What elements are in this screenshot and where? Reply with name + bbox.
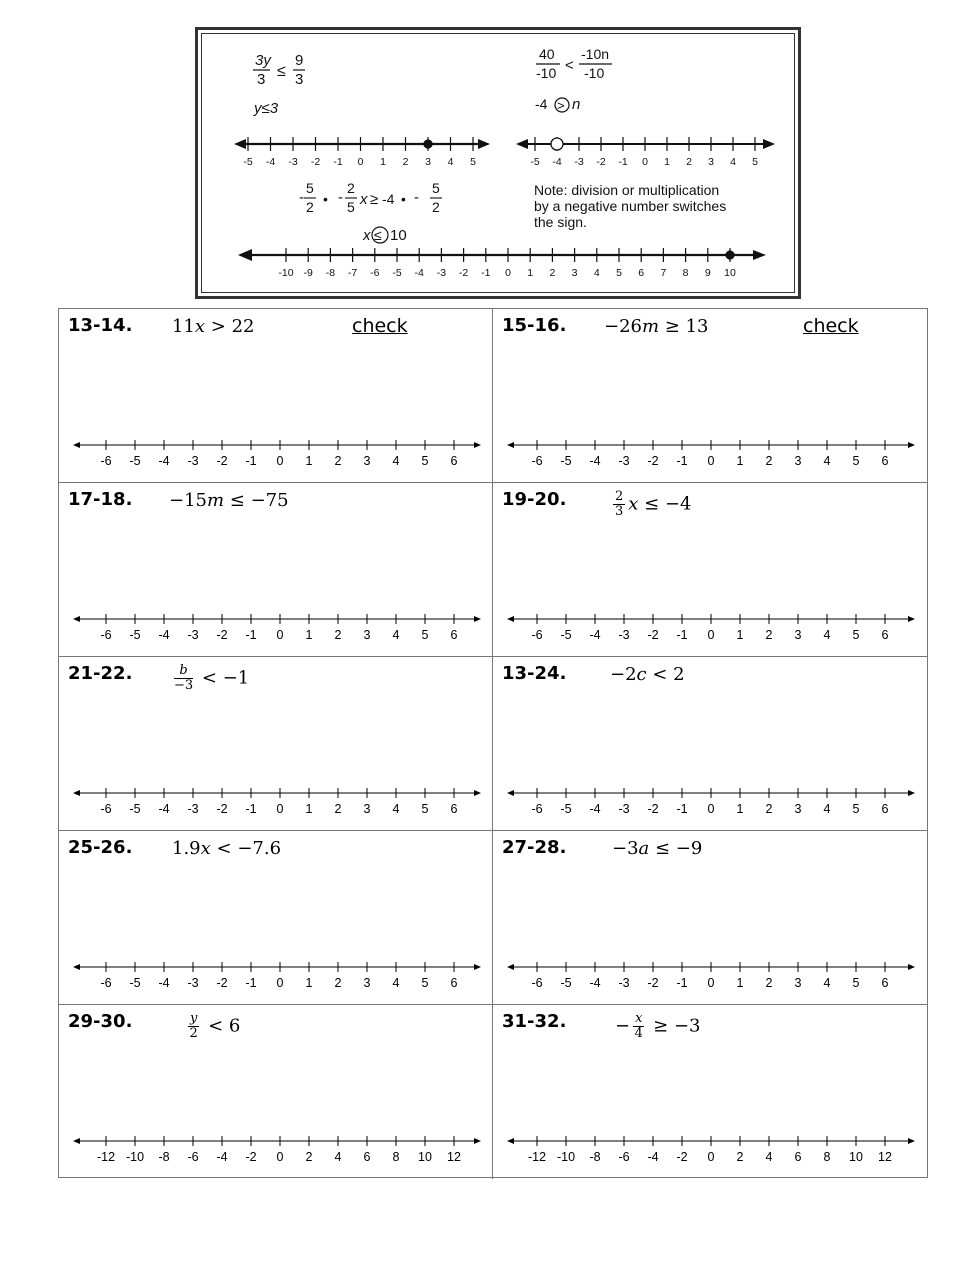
tick-label: -3 bbox=[574, 156, 584, 168]
tick-label: -2 bbox=[310, 156, 321, 168]
ex-left-rhs-den: 3 bbox=[295, 71, 304, 88]
tick-label: -10 bbox=[125, 1150, 145, 1164]
tick-label: -5 bbox=[243, 156, 253, 168]
arrow-right-icon bbox=[474, 1138, 481, 1144]
ex-mid-b-num: 2 bbox=[347, 180, 355, 196]
arrow-left-icon bbox=[507, 616, 514, 622]
ex-mid-a-num: 5 bbox=[306, 180, 314, 196]
problem-cell[interactable] bbox=[493, 483, 927, 657]
tick-label: 3 bbox=[708, 156, 714, 168]
tick-label: -4 bbox=[647, 1150, 659, 1164]
tick-label: -5 bbox=[392, 267, 402, 279]
tick-label: 5 bbox=[421, 454, 429, 468]
tick-label: 2 bbox=[686, 156, 692, 168]
tick-label: 6 bbox=[881, 976, 889, 990]
tick-label: -6 bbox=[531, 802, 543, 816]
ex-mid-b-den: 5 bbox=[347, 199, 355, 215]
solution-point bbox=[424, 140, 432, 148]
tick-label: -6 bbox=[187, 1150, 199, 1164]
tick-label: -1 bbox=[245, 976, 257, 990]
tick-label: -5 bbox=[530, 156, 540, 168]
tick-label: 0 bbox=[276, 628, 284, 642]
problem-number: 29-30. bbox=[68, 1011, 133, 1032]
arrow-left-icon bbox=[234, 139, 246, 149]
tick-label: -4 bbox=[589, 454, 601, 468]
arrow-right-icon bbox=[753, 250, 766, 260]
tick-label: -2 bbox=[647, 976, 659, 990]
ex-left-result: y≤3 bbox=[254, 100, 279, 117]
tick-label: -6 bbox=[100, 628, 112, 642]
tick-label: 5 bbox=[421, 628, 429, 642]
ex-mid-minus-2: - bbox=[338, 189, 343, 206]
ex-mid-sign: ≥ bbox=[370, 191, 379, 208]
tick-label: -1 bbox=[676, 454, 688, 468]
fraction: $\frac{y}{2}$ bbox=[189, 1011, 198, 1041]
tick-label: -5 bbox=[129, 802, 141, 816]
tick-label: 0 bbox=[707, 802, 715, 816]
problem-number: 15-16. bbox=[502, 315, 567, 336]
tick-label: 4 bbox=[823, 628, 831, 642]
arrow-left-icon bbox=[507, 964, 514, 970]
ex-mid-d-den: 2 bbox=[432, 199, 440, 215]
tick-label: 3 bbox=[794, 976, 802, 990]
tick-label: 4 bbox=[823, 976, 831, 990]
tick-label: -2 bbox=[676, 1150, 688, 1164]
tick-label: -3 bbox=[618, 802, 630, 816]
tick-label: 2 bbox=[334, 454, 342, 468]
ex-left-number-line bbox=[234, 137, 490, 168]
arrow-left-icon bbox=[73, 1138, 80, 1144]
tick-label: 2 bbox=[765, 628, 773, 642]
tick-label: 6 bbox=[881, 802, 889, 816]
ex-right-number-line bbox=[516, 137, 775, 168]
arrow-right-icon bbox=[474, 790, 481, 796]
tick-label: 5 bbox=[421, 976, 429, 990]
example-figure bbox=[198, 30, 804, 302]
tick-label: -1 bbox=[245, 802, 257, 816]
tick-label: 5 bbox=[852, 454, 860, 468]
number-line[interactable] bbox=[503, 435, 917, 475]
tick-label: -2 bbox=[216, 454, 228, 468]
fraction: $\frac{b}{-3}$ bbox=[174, 663, 194, 693]
tick-label: 5 bbox=[852, 802, 860, 816]
tick-label: 1 bbox=[736, 454, 744, 468]
tick-label: 2 bbox=[305, 1150, 313, 1164]
tick-label: -4 bbox=[158, 628, 170, 642]
tick-label: 6 bbox=[363, 1150, 371, 1164]
ex-right-result-right: n bbox=[572, 96, 581, 113]
ex-mid-d-num: 5 bbox=[432, 180, 440, 196]
arrow-right-icon bbox=[908, 616, 915, 622]
tick-label: 3 bbox=[363, 454, 371, 468]
tick-label: 1 bbox=[305, 976, 313, 990]
arrow-right-icon bbox=[908, 442, 915, 448]
tick-label: -4 bbox=[552, 156, 562, 168]
tick-label: -5 bbox=[560, 976, 572, 990]
ex-left-sign: ≤ bbox=[277, 63, 286, 80]
tick-label: -1 bbox=[333, 156, 343, 168]
ex-mid-var: x bbox=[360, 191, 368, 208]
tick-label: 5 bbox=[470, 156, 476, 168]
arrow-left-icon bbox=[507, 1138, 514, 1144]
tick-label: 0 bbox=[276, 976, 284, 990]
problem-inequality: 1.9x < −7.6 bbox=[172, 838, 282, 859]
number-line[interactable] bbox=[69, 1131, 483, 1171]
tick-label: 3 bbox=[571, 267, 578, 279]
arrow-right-icon bbox=[478, 139, 490, 149]
arrow-right-icon bbox=[908, 964, 915, 970]
ex-left-lhs-num: 3y bbox=[255, 52, 271, 69]
tick-label: -1 bbox=[245, 454, 257, 468]
tick-label: 6 bbox=[881, 454, 889, 468]
tick-label: -8 bbox=[589, 1150, 601, 1164]
tick-label: 6 bbox=[450, 802, 458, 816]
tick-label: 1 bbox=[736, 628, 744, 642]
tick-label: 4 bbox=[334, 1150, 342, 1164]
tick-label: 2 bbox=[736, 1150, 744, 1164]
tick-label: -6 bbox=[370, 267, 380, 279]
tick-label: -3 bbox=[618, 628, 630, 642]
problem-grid bbox=[58, 308, 928, 1178]
example-box bbox=[195, 27, 801, 299]
tick-label: -6 bbox=[531, 628, 543, 642]
tick-label: -10 bbox=[556, 1150, 576, 1164]
ex-left-lhs-den: 3 bbox=[257, 71, 266, 88]
tick-label: 4 bbox=[823, 454, 831, 468]
example-note bbox=[534, 182, 726, 230]
example-right-inequality bbox=[535, 46, 612, 113]
solution-point bbox=[551, 138, 563, 150]
tick-label: -5 bbox=[129, 976, 141, 990]
tick-label: 5 bbox=[852, 976, 860, 990]
tick-label: -3 bbox=[618, 976, 630, 990]
problem-cell[interactable] bbox=[493, 309, 927, 483]
tick-label: 0 bbox=[276, 1150, 284, 1164]
tick-label: -1 bbox=[245, 628, 257, 642]
tick-label: -1 bbox=[481, 267, 491, 279]
tick-label: 4 bbox=[593, 267, 600, 279]
tick-label: 4 bbox=[823, 802, 831, 816]
tick-label: 3 bbox=[363, 802, 371, 816]
tick-label: -4 bbox=[216, 1150, 228, 1164]
note-line-3: the sign. bbox=[534, 214, 587, 230]
problem-inequality: $\frac{2}{3}$ x ≤ −4 bbox=[615, 489, 692, 519]
ex-right-rhs-den: -10 bbox=[584, 65, 605, 81]
tick-label: -10 bbox=[278, 267, 294, 279]
tick-label: 2 bbox=[549, 267, 556, 279]
tick-label: 0 bbox=[707, 628, 715, 642]
note-line-2: by a negative number switches bbox=[534, 198, 727, 214]
tick-label: 9 bbox=[704, 267, 711, 279]
problem-inequality: −2c < 2 bbox=[610, 664, 685, 685]
tick-label: 5 bbox=[752, 156, 758, 168]
tick-label: 1 bbox=[305, 802, 313, 816]
tick-label: -4 bbox=[158, 976, 170, 990]
ex-right-result-left: -4 bbox=[535, 96, 548, 112]
problem-number: 31-32. bbox=[502, 1011, 567, 1032]
arrow-left-icon bbox=[73, 964, 80, 970]
tick-label: 4 bbox=[392, 454, 400, 468]
ex-mid-dot-2: • bbox=[401, 191, 406, 207]
number-line[interactable] bbox=[69, 609, 483, 649]
tick-label: -2 bbox=[647, 628, 659, 642]
ex-mid-result-right: 10 bbox=[390, 227, 407, 244]
tick-label: -4 bbox=[589, 802, 601, 816]
tick-label: 0 bbox=[707, 454, 715, 468]
prefix-sign: − bbox=[615, 1015, 631, 1037]
tick-label: 2 bbox=[334, 976, 342, 990]
ex-mid-result-left: x bbox=[363, 227, 371, 244]
fraction: $\frac{x}{4}$ bbox=[634, 1011, 643, 1041]
tick-label: 1 bbox=[736, 976, 744, 990]
ex-mid-result-sign: ≤ bbox=[374, 227, 382, 243]
problem-inequality: 11x > 22 bbox=[172, 316, 255, 337]
tick-label: 10 bbox=[418, 1150, 432, 1164]
tick-label: 3 bbox=[425, 156, 431, 168]
tick-label: -4 bbox=[158, 802, 170, 816]
tick-label: -6 bbox=[531, 976, 543, 990]
tick-label: 2 bbox=[402, 156, 409, 168]
arrow-right-icon bbox=[908, 790, 915, 796]
tick-label: -5 bbox=[560, 802, 572, 816]
tick-label: 0 bbox=[357, 156, 364, 168]
number-line[interactable] bbox=[69, 957, 483, 997]
tick-label: 0 bbox=[707, 1150, 715, 1164]
tick-label: -5 bbox=[560, 628, 572, 642]
tick-label: 2 bbox=[765, 976, 773, 990]
tick-label: 1 bbox=[664, 156, 670, 168]
tick-label: 0 bbox=[707, 976, 715, 990]
solution-point bbox=[726, 251, 734, 259]
problem-cell[interactable] bbox=[493, 1005, 927, 1179]
tick-label: 1 bbox=[305, 454, 313, 468]
arrow-left-icon bbox=[73, 790, 80, 796]
tick-label: -3 bbox=[436, 267, 447, 279]
ex-mid-a-den: 2 bbox=[306, 199, 314, 215]
tick-label: 6 bbox=[450, 976, 458, 990]
arrow-right-icon bbox=[474, 964, 481, 970]
tick-label: -5 bbox=[560, 454, 572, 468]
tick-label: 1 bbox=[380, 156, 386, 168]
example-middle-inequality bbox=[299, 180, 442, 244]
tick-label: 6 bbox=[881, 628, 889, 642]
problem-cell[interactable] bbox=[59, 657, 493, 831]
arrow-right-icon bbox=[763, 139, 775, 149]
tick-label: 5 bbox=[616, 267, 622, 279]
problem-inequality: $\frac{b}{-3}$ < −1 bbox=[174, 663, 250, 693]
arrow-right-icon bbox=[474, 616, 481, 622]
problem-number: 13-24. bbox=[502, 663, 567, 684]
ex-right-lhs-num: 40 bbox=[539, 46, 555, 62]
number-line[interactable] bbox=[503, 783, 917, 823]
tick-label: -12 bbox=[96, 1150, 116, 1164]
tick-label: -3 bbox=[187, 802, 199, 816]
tick-label: -4 bbox=[158, 454, 170, 468]
tick-label: -5 bbox=[129, 454, 141, 468]
tick-label: -3 bbox=[187, 976, 199, 990]
tick-label: -2 bbox=[216, 802, 228, 816]
tick-label: -2 bbox=[596, 156, 606, 168]
tick-label: -3 bbox=[288, 156, 298, 168]
problem-number: 17-18. bbox=[68, 489, 133, 510]
tick-label: -7 bbox=[347, 267, 358, 279]
arrow-left-icon bbox=[507, 790, 514, 796]
tick-label: 2 bbox=[334, 628, 342, 642]
tick-label: -6 bbox=[100, 802, 112, 816]
tick-label: -2 bbox=[216, 976, 228, 990]
tick-label: 5 bbox=[852, 628, 860, 642]
tick-label: -1 bbox=[676, 976, 688, 990]
problem-number: 25-26. bbox=[68, 837, 133, 858]
tick-label: -3 bbox=[618, 454, 630, 468]
ex-mid-c: -4 bbox=[382, 191, 395, 207]
problem-cell[interactable] bbox=[493, 657, 927, 831]
problem-number: 19-20. bbox=[502, 489, 567, 510]
ex-right-rhs-num: -10n bbox=[581, 46, 610, 62]
arrow-right-icon bbox=[908, 1138, 915, 1144]
problem-inequality: −26m ≥ 13 bbox=[604, 316, 709, 337]
tick-label: -6 bbox=[100, 976, 112, 990]
check-label: check bbox=[803, 315, 859, 337]
ex-right-lhs-den: -10 bbox=[536, 65, 557, 81]
tick-label: 2 bbox=[765, 454, 773, 468]
note-line-1: Note: division or multiplication bbox=[534, 182, 720, 198]
arrow-left-icon bbox=[507, 442, 514, 448]
tick-label: 3 bbox=[794, 454, 802, 468]
tick-label: -1 bbox=[618, 156, 628, 168]
number-line[interactable] bbox=[503, 609, 917, 649]
tick-label: 3 bbox=[363, 628, 371, 642]
problem-inequality: − $\frac{x}{4}$ ≥ −3 bbox=[615, 1011, 701, 1041]
number-line[interactable] bbox=[503, 1131, 917, 1171]
tick-label: 0 bbox=[505, 267, 511, 279]
ex-left-rhs-num: 9 bbox=[295, 52, 304, 69]
tick-label: -12 bbox=[527, 1150, 547, 1164]
check-label: check bbox=[352, 315, 408, 337]
tick-label: 4 bbox=[392, 802, 400, 816]
ex-right-sign: < bbox=[565, 57, 574, 74]
tick-label: 4 bbox=[730, 156, 736, 168]
tick-label: 7 bbox=[660, 267, 667, 279]
tick-label: 12 bbox=[878, 1150, 892, 1164]
problem-cell[interactable] bbox=[59, 1005, 493, 1179]
tick-label: -4 bbox=[265, 156, 276, 168]
tick-label: -4 bbox=[589, 976, 601, 990]
number-line[interactable] bbox=[69, 783, 483, 823]
tick-label: -2 bbox=[458, 267, 469, 279]
tick-label: -2 bbox=[647, 454, 659, 468]
tick-label: -6 bbox=[531, 454, 543, 468]
tick-label: 6 bbox=[638, 267, 645, 279]
tick-label: 3 bbox=[794, 628, 802, 642]
tick-label: -2 bbox=[647, 802, 659, 816]
tick-label: -2 bbox=[245, 1150, 257, 1164]
tick-label: 4 bbox=[447, 156, 454, 168]
arrow-left-icon bbox=[73, 442, 80, 448]
tick-label: 2 bbox=[334, 802, 342, 816]
ex-right-result-sign: > bbox=[557, 98, 565, 113]
tick-label: -1 bbox=[676, 802, 688, 816]
tick-label: 4 bbox=[765, 1150, 773, 1164]
tick-label: 6 bbox=[794, 1150, 802, 1164]
tick-label: -8 bbox=[158, 1150, 170, 1164]
problem-inequality: −15m ≤ −75 bbox=[169, 490, 289, 511]
fraction: $\frac{2}{3}$ bbox=[615, 489, 624, 519]
arrow-left-icon bbox=[73, 616, 80, 622]
problem-cell[interactable] bbox=[59, 483, 493, 657]
tick-label: -9 bbox=[303, 267, 313, 279]
tick-label: 8 bbox=[682, 267, 689, 279]
tick-label: 6 bbox=[450, 454, 458, 468]
problem-inequality: −3a ≤ −9 bbox=[612, 838, 703, 859]
tick-label: -6 bbox=[618, 1150, 630, 1164]
tick-label: 1 bbox=[527, 267, 534, 279]
number-line[interactable] bbox=[503, 957, 917, 997]
tick-label: 4 bbox=[392, 628, 400, 642]
tick-label: 3 bbox=[363, 976, 371, 990]
tick-label: 1 bbox=[305, 628, 313, 642]
tick-label: 0 bbox=[642, 156, 648, 168]
example-left-inequality bbox=[253, 52, 305, 117]
arrow-right-icon bbox=[474, 442, 481, 448]
tick-label: 1 bbox=[736, 802, 744, 816]
number-line[interactable] bbox=[69, 435, 483, 475]
arrow-left-icon bbox=[238, 249, 252, 261]
tick-label: -3 bbox=[187, 628, 199, 642]
tick-label: 10 bbox=[849, 1150, 863, 1164]
tick-label: 5 bbox=[421, 802, 429, 816]
tick-label: 4 bbox=[392, 976, 400, 990]
tick-label: 2 bbox=[765, 802, 773, 816]
tick-label: 8 bbox=[823, 1150, 831, 1164]
problem-cell[interactable] bbox=[493, 831, 927, 1005]
problem-cell[interactable] bbox=[59, 831, 493, 1005]
ex-mid-minus-3: - bbox=[414, 189, 419, 206]
tick-label: 10 bbox=[724, 267, 736, 279]
tick-label: 0 bbox=[276, 802, 284, 816]
tick-label: -1 bbox=[676, 628, 688, 642]
tick-label: -4 bbox=[589, 628, 601, 642]
ex-bottom-number-line bbox=[238, 248, 766, 279]
tick-label: 12 bbox=[447, 1150, 461, 1164]
tick-label: -3 bbox=[187, 454, 199, 468]
arrow-left-icon bbox=[516, 139, 528, 149]
tick-label: 6 bbox=[450, 628, 458, 642]
problem-cell[interactable] bbox=[59, 309, 493, 483]
problem-number: 21-22. bbox=[68, 663, 133, 684]
ex-mid-minus-1: - bbox=[299, 189, 304, 206]
problem-number: 13-14. bbox=[68, 315, 133, 336]
tick-label: -2 bbox=[216, 628, 228, 642]
problem-number: 27-28. bbox=[502, 837, 567, 858]
tick-label: -6 bbox=[100, 454, 112, 468]
tick-label: 8 bbox=[392, 1150, 400, 1164]
tick-label: 0 bbox=[276, 454, 284, 468]
tick-label: 3 bbox=[794, 802, 802, 816]
tick-label: -5 bbox=[129, 628, 141, 642]
problem-inequality: $\frac{y}{2}$ < 6 bbox=[189, 1011, 241, 1041]
tick-label: -4 bbox=[414, 267, 424, 279]
ex-mid-dot: • bbox=[323, 191, 328, 207]
tick-label: -8 bbox=[325, 267, 336, 279]
